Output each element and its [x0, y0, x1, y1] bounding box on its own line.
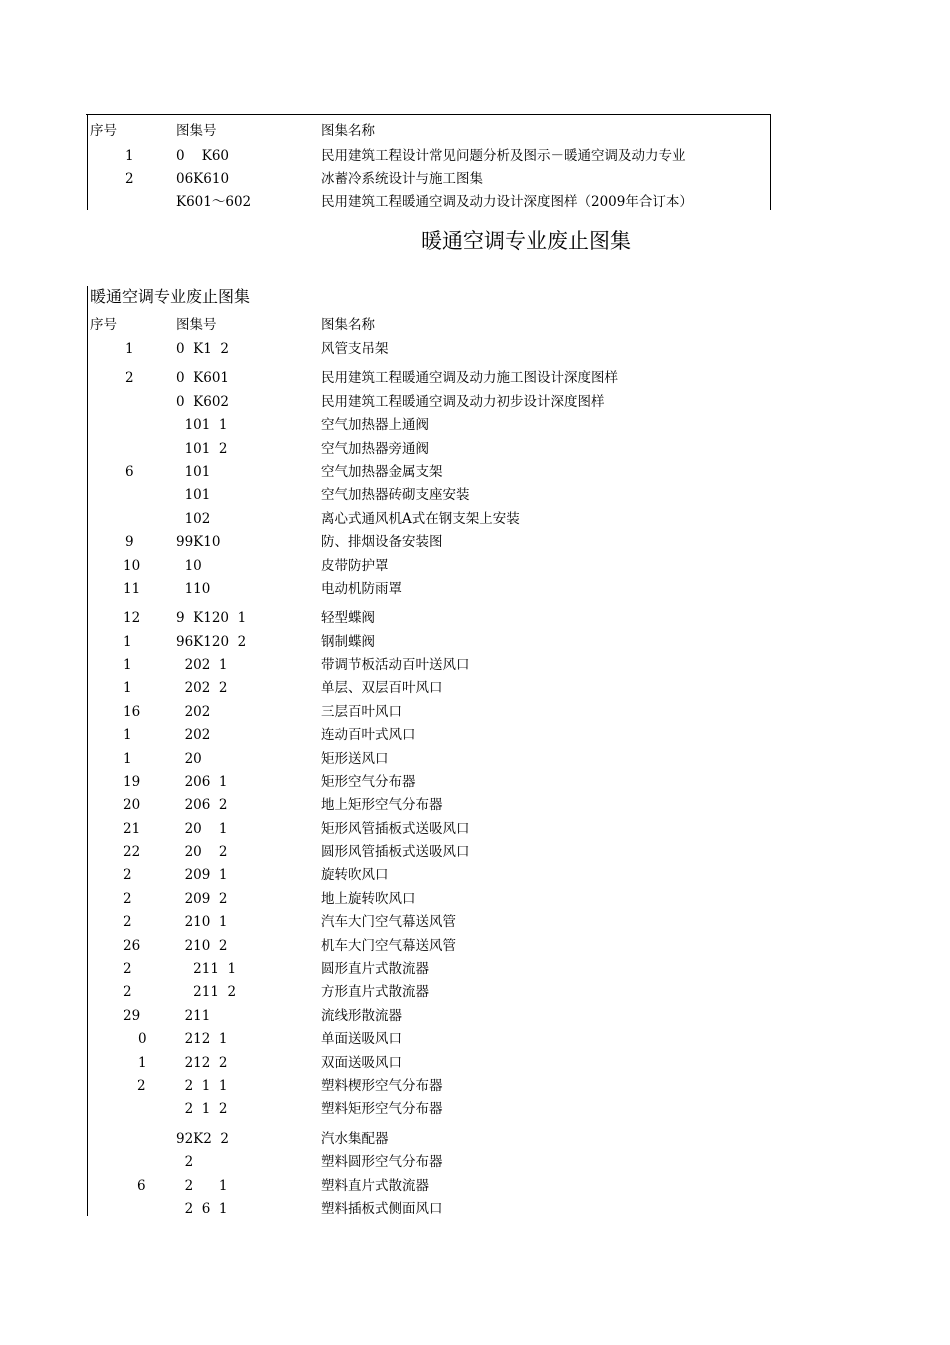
row-code: 101 2 [176, 441, 228, 457]
row-name: 空气加热器金属支架 [321, 464, 443, 480]
row-name: 民用建筑工程暖通空调及动力施工图设计深度图样 [321, 370, 618, 386]
row-code: 102 [176, 511, 211, 527]
row-name: 塑料矩形空气分布器 [321, 1101, 443, 1117]
row-code: 20 [176, 751, 202, 767]
row-code: 101 [176, 487, 211, 503]
row-name: 矩形空气分布器 [321, 774, 416, 790]
row-name: 轻型蝶阀 [321, 610, 375, 626]
row-no: 20 [123, 797, 141, 813]
row-code: 06K610 [176, 171, 230, 187]
row-code: 0 K602 [176, 394, 230, 410]
row-name: 电动机防雨罩 [321, 581, 402, 597]
row-name: 民用建筑工程暖通空调及动力设计深度图样（2009年合订本） [321, 194, 693, 210]
row-no: 1 [123, 657, 132, 673]
row-name: 三层百叶风口 [321, 704, 402, 720]
row-code: K601～602 [176, 194, 252, 210]
row-no: 29 [123, 1008, 141, 1024]
row-no: 2 [125, 171, 134, 187]
row-name: 地上矩形空气分布器 [321, 797, 443, 813]
row-code: 110 [176, 581, 211, 597]
row-name: 矩形送风口 [321, 751, 389, 767]
row-name: 圆形风管插板式送吸风口 [321, 844, 470, 860]
row-no: 11 [123, 581, 141, 597]
row-code: 20 1 [176, 821, 228, 837]
row-no: 2 [123, 914, 132, 930]
row-code: 20 2 [176, 844, 228, 860]
row-no: 1 [125, 341, 134, 357]
row-code: 99K10 [176, 534, 221, 550]
top-table-border [86, 114, 771, 115]
row-code: 2 1 2 [176, 1101, 228, 1117]
row-name: 连动百叶式风口 [321, 727, 416, 743]
header-code: 图集号 [176, 123, 217, 139]
row-name: 双面送吸风口 [321, 1055, 402, 1071]
header-no: 序号 [90, 123, 117, 139]
row-code: 10 [176, 558, 202, 574]
row-no: 9 [125, 534, 134, 550]
row-no: 1 [123, 680, 132, 696]
row-code: 211 2 [176, 984, 237, 1000]
row-code: 96K120 2 [176, 634, 247, 650]
row-name: 汽水集配器 [321, 1131, 389, 1147]
row-code: 212 1 [176, 1031, 228, 1047]
row-no: 6 [125, 464, 134, 480]
header-no: 序号 [90, 317, 117, 333]
row-code: 210 1 [176, 914, 228, 930]
row-no: 10 [123, 558, 141, 574]
row-name: 方形直片式散流器 [321, 984, 429, 1000]
row-no: 1 [138, 1055, 147, 1071]
row-name: 冰蓄冷系统设计与施工图集 [321, 171, 483, 187]
row-no: 1 [123, 751, 132, 767]
row-name: 流线形散流器 [321, 1008, 402, 1024]
header-name: 图集名称 [321, 123, 375, 139]
row-code: 202 1 [176, 657, 228, 673]
top-table-left-border [87, 114, 88, 210]
row-name: 民用建筑工程暖通空调及动力初步设计深度图样 [321, 394, 605, 410]
row-name: 带调节板活动百叶送风口 [321, 657, 470, 673]
row-code: 202 [176, 727, 211, 743]
row-code: 206 1 [176, 774, 228, 790]
row-code: 2 1 1 [176, 1078, 228, 1094]
row-name: 矩形风管插板式送吸风口 [321, 821, 470, 837]
row-no: 1 [125, 148, 134, 164]
row-name: 单面送吸风口 [321, 1031, 402, 1047]
top-table-right-border [770, 114, 771, 210]
row-code: 210 2 [176, 938, 228, 954]
row-no: 2 [123, 984, 132, 1000]
row-code: 101 1 [176, 417, 228, 433]
row-code: 2 6 1 [176, 1201, 228, 1217]
row-name: 圆形直片式散流器 [321, 961, 429, 977]
page-title: 暖通空调专业废止图集 [421, 229, 631, 253]
row-name: 塑料楔形空气分布器 [321, 1078, 443, 1094]
row-no: 26 [123, 938, 141, 954]
row-code: 9 K120 1 [176, 610, 247, 626]
row-no: 0 [138, 1031, 147, 1047]
row-no: 1 [123, 727, 132, 743]
row-code: 209 1 [176, 867, 228, 883]
row-code: 211 1 [176, 961, 237, 977]
row-no: 2 [137, 1078, 146, 1094]
row-no: 16 [123, 704, 141, 720]
row-code: 209 2 [176, 891, 228, 907]
row-code: 101 [176, 464, 211, 480]
row-no: 2 [123, 867, 132, 883]
row-code: 211 [176, 1008, 211, 1024]
row-code: 212 2 [176, 1055, 228, 1071]
row-name: 汽车大门空气幕送风管 [321, 914, 456, 930]
row-code: 2 1 [176, 1178, 228, 1194]
row-name: 防、排烟设备安装图 [321, 534, 443, 550]
row-name: 空气加热器砖砌支座安装 [321, 487, 470, 503]
obsolete-subtitle: 暖通空调专业废止图集 [90, 287, 251, 306]
row-no: 12 [123, 610, 141, 626]
obsolete-table-left-border [87, 286, 88, 1216]
row-no: 21 [123, 821, 141, 837]
row-name: 空气加热器旁通阀 [321, 441, 429, 457]
row-name: 皮带防护罩 [321, 558, 389, 574]
row-name: 旋转吹风口 [321, 867, 389, 883]
row-code: 0 K601 [176, 370, 230, 386]
row-no: 2 [123, 961, 132, 977]
row-name: 塑料直片式散流器 [321, 1178, 429, 1194]
row-name: 单层、双层百叶风口 [321, 680, 443, 696]
row-code: 2 [176, 1154, 194, 1170]
row-name: 机车大门空气幕送风管 [321, 938, 456, 954]
header-name: 图集名称 [321, 317, 375, 333]
row-name: 塑料插板式侧面风口 [321, 1201, 443, 1217]
row-no: 6 [137, 1178, 146, 1194]
row-no: 19 [123, 774, 141, 790]
row-code: 202 [176, 704, 211, 720]
row-name: 塑料圆形空气分布器 [321, 1154, 443, 1170]
row-name: 离心式通风机A式在钢支架上安装 [321, 511, 520, 527]
row-code: 0 K1 2 [176, 341, 230, 357]
row-code: 0 K60 [176, 148, 230, 164]
row-name: 钢制蝶阀 [321, 634, 375, 650]
row-no: 22 [123, 844, 141, 860]
row-code: 202 2 [176, 680, 228, 696]
row-name: 风管支吊架 [321, 341, 389, 357]
row-no: 2 [125, 370, 134, 386]
header-code: 图集号 [176, 317, 217, 333]
row-code: 206 2 [176, 797, 228, 813]
row-no: 2 [123, 891, 132, 907]
row-no: 1 [123, 634, 132, 650]
row-name: 地上旋转吹风口 [321, 891, 416, 907]
row-name: 民用建筑工程设计常见问题分析及图示－暖通空调及动力专业 [321, 148, 686, 164]
row-code: 92K2 2 [176, 1131, 230, 1147]
row-name: 空气加热器上通阀 [321, 417, 429, 433]
